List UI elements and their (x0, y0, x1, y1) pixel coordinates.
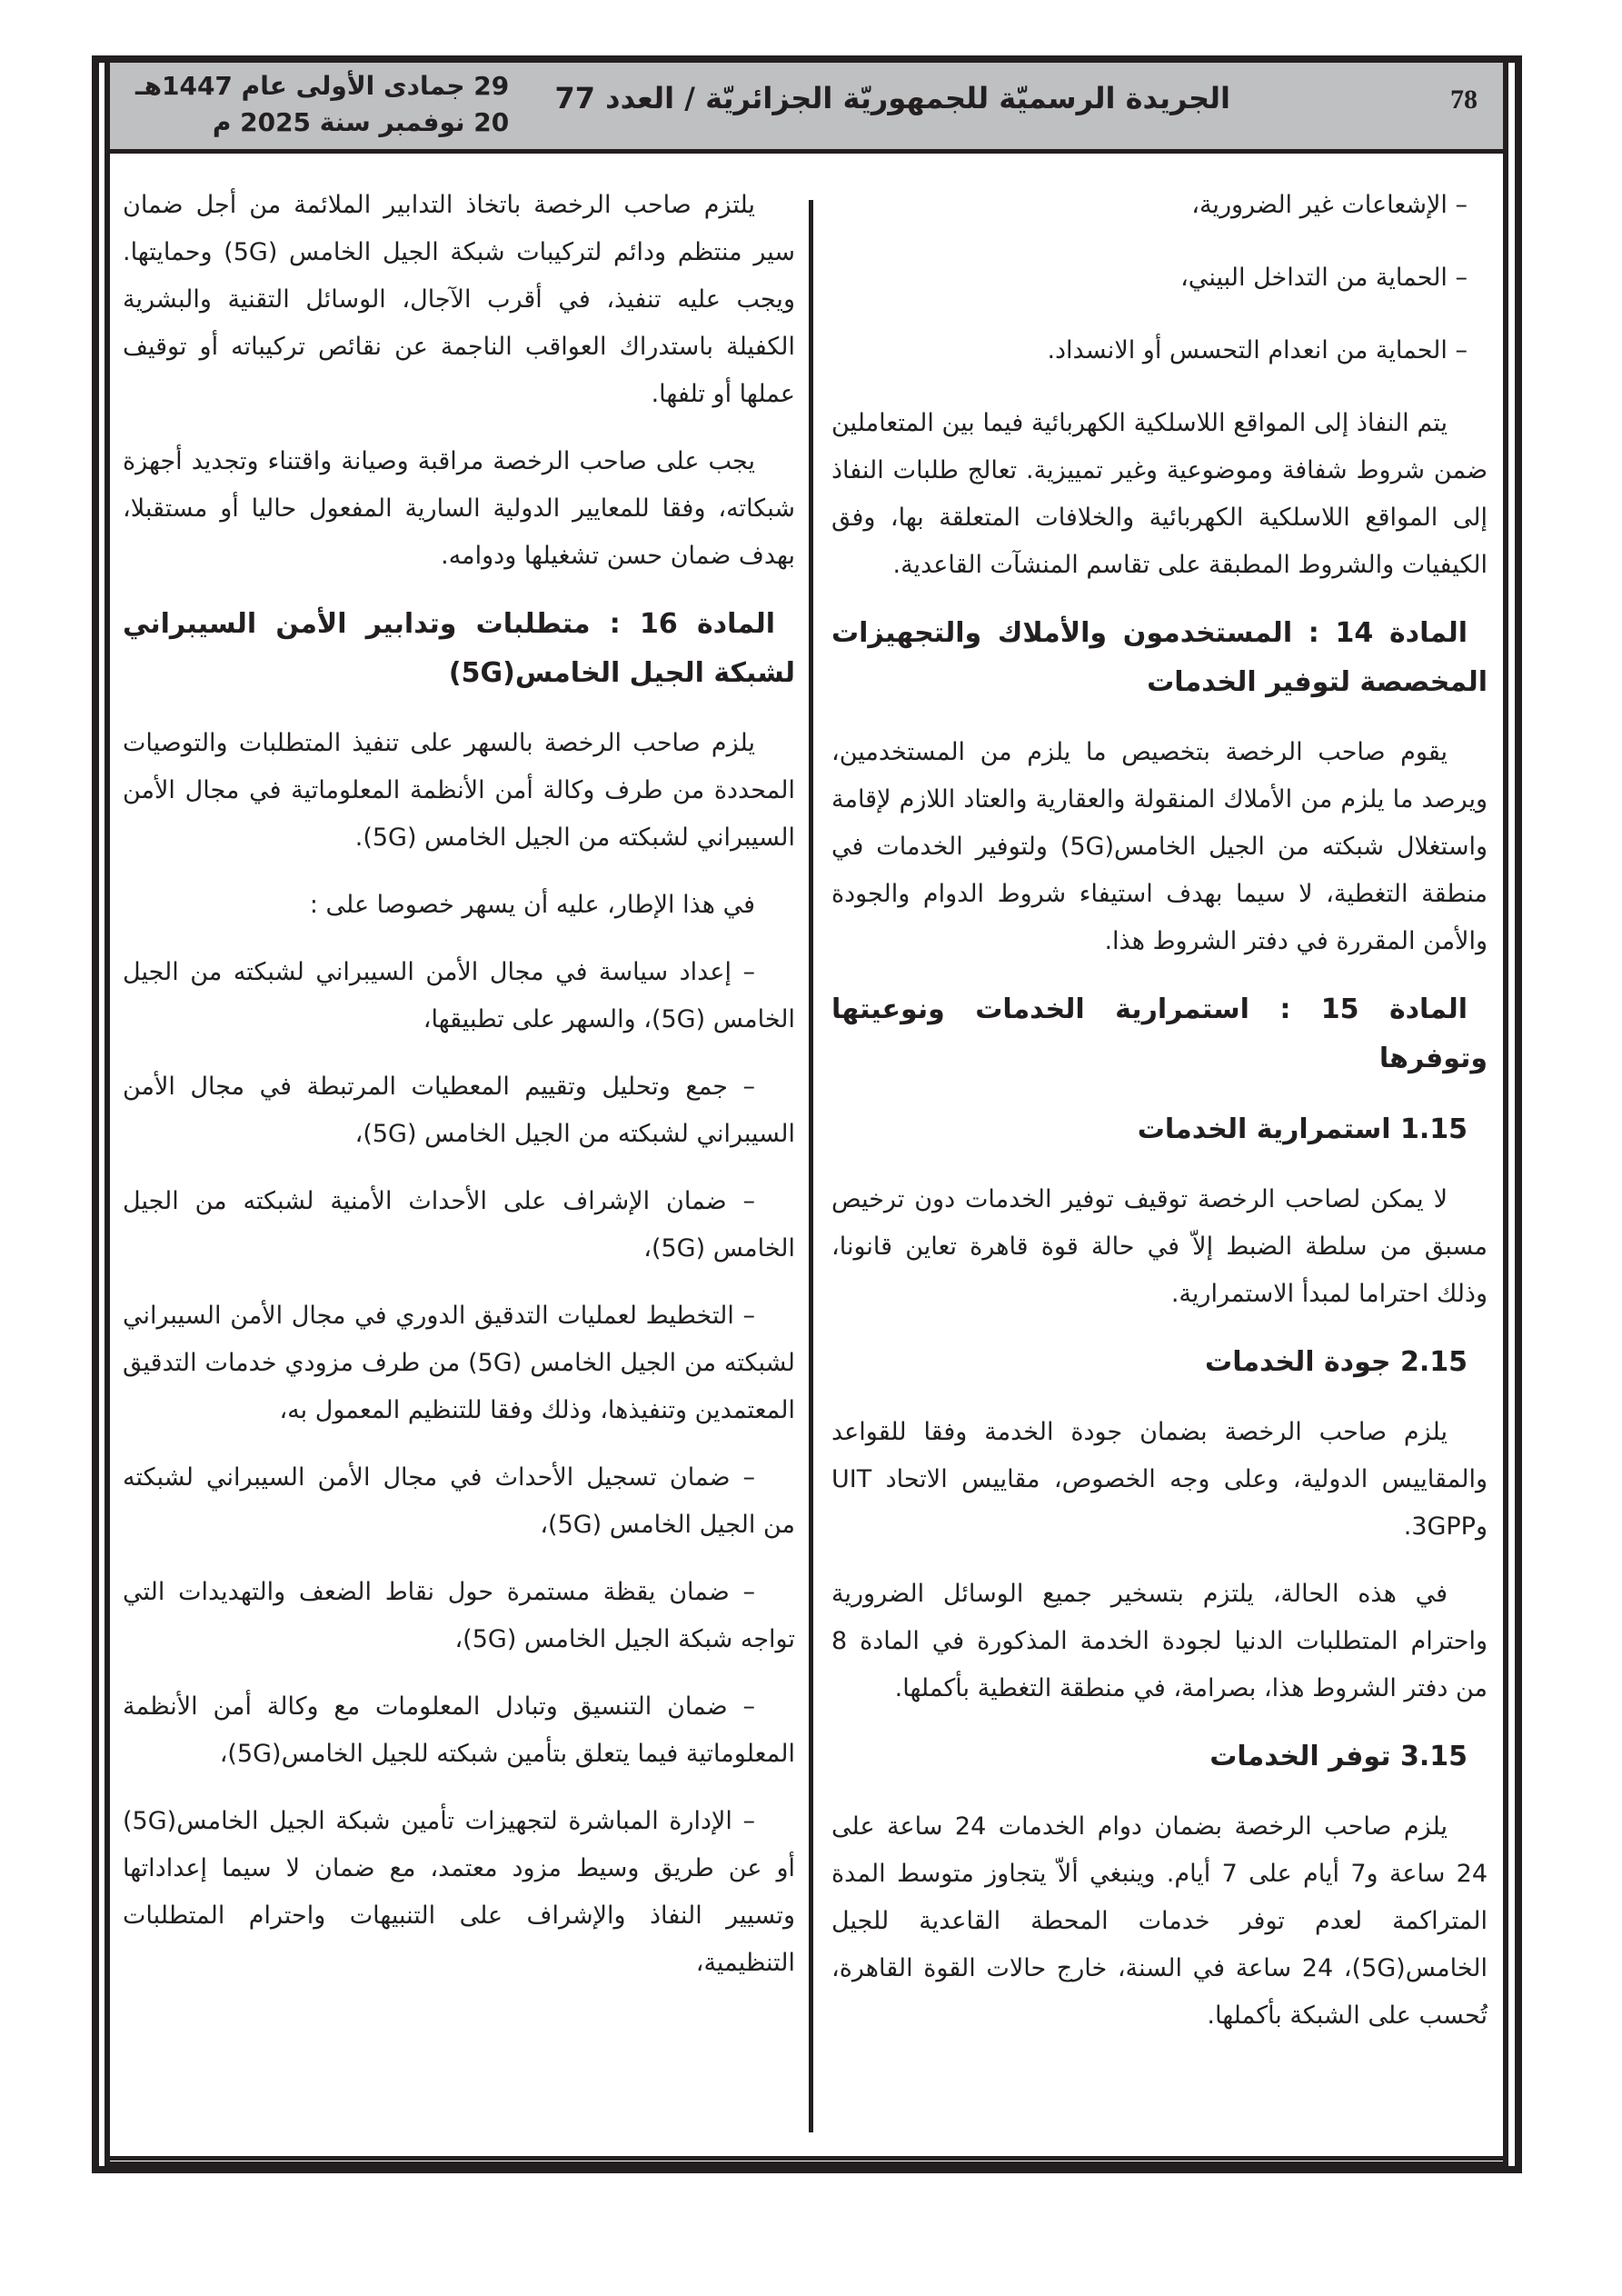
list-item: – ضمان يقظة مستمرة حول نقاط الضعف والتهديدات التي تواجه شبكة الجيل الخامس (5G)، (123, 1578, 795, 1653)
left-column (123, 182, 795, 2007)
section-3-15-heading: 3.15 توفر الخدمات (1209, 1741, 1468, 1772)
page-number: 78 (1450, 85, 1478, 115)
list-item: – الإشعاعات غير الضرورية، (1191, 191, 1468, 219)
date-hijri: 29 جمادى الأولى عام 1447هـ (135, 71, 510, 101)
page-header (104, 63, 1508, 154)
list-item: – ضمان التنسيق وتبادل المعلومات مع وكالة أمن الأنظمة المعلوماتية فيما يتعلق بتأمين شبكته للجيل الخامس(5G)، (123, 1692, 795, 1768)
section-2-15-heading: 2.15 جودة الخدمات (1205, 1346, 1468, 1378)
list-item: – إعداد سياسة في مجال الأمن السيبراني لشبكته من الجيل الخامس (5G)، والسهر على تطبيقها، (123, 958, 795, 1033)
bottom-rule-top (104, 2156, 1508, 2161)
list-item: – الإدارة المباشرة لتجهيزات تأمين شبكة الجيل الخامس(5G) أو عن طريق وسيط مزود معتمد، مع ضمان لا سيما إعداداتها وتسيير النفاذ والإشراف على التنبيهات واحترام المتطلبات التنظيمية، (123, 1807, 795, 1977)
section-3-15-body: يلزم صاحب الرخصة بضمان دوام الخدمات 24 ساعة على 24 ساعة و7 أيام على 7 أيام. وينبغي ألاّ يتجاوز متوسط المدة المتراكمة لعدم توفر خدمات المحطة القاعدية للجيل الخامس(5G)، 24 ساعة في السنة، خارج حالات القوة القاهرة، تُحسب على الشبكة بأكملها. (831, 1812, 1488, 2030)
list-item: – الحماية من انعدام التحسس أو الانسداد. (1047, 336, 1468, 364)
article-16-intro: في هذا الإطار، عليه أن يسهر خصوصا على : (309, 891, 755, 919)
article-16-body: يلزم صاحب الرخصة بالسهر على تنفيذ المتطلبات والتوصيات المحددة من طرف وكالة أمن الأنظمة المعلوماتية في مجال الأمن السيبراني لشبكته من الجيل الخامس (5G). (123, 729, 795, 852)
right-column (831, 182, 1488, 2060)
section-2-15-body-1: يلزم صاحب الرخصة بضمان جودة الخدمة وفقا للقواعد والمقاييس الدولية، وعلى وجه الخصوص، مقاييس الاتحاد UIT و3GPP. (831, 1418, 1488, 1541)
article-14-heading: المادة 14 : المستخدمون والأملاك والتجهيزات المخصصة لتوفير الخدمات (831, 617, 1488, 698)
paragraph-access: يتم النفاذ إلى المواقع اللاسلكية الكهربائية فيما بين المتعاملين ضمن شروط شفافة وموضوعية وغير تمييزية. تعالج طلبات النفاذ إلى المواقع اللاسلكية الكهربائية والخلافات المتعلقة بها، وفق الكيفيات والشروط المطبقة على تقاسم المنشآت القاعدية. (831, 409, 1488, 579)
section-2-15-body-2: في هذه الحالة، يلتزم بتسخير جميع الوسائل الضرورية واحترام المتطلبات الدنيا لجودة الخدمة المذكورة في المادة 8 من دفتر الشروط هذا، بصرامة، في منطقة التغطية بأكملها. (831, 1580, 1488, 1702)
list-item: – ضمان تسجيل الأحداث في مجال الأمن السيبراني لشبكته من الجيل الخامس (5G)، (123, 1463, 795, 1539)
list-item: – الحماية من التداخل البيني، (1180, 264, 1468, 292)
article-15-heading: المادة 15 : استمرارية الخدمات ونوعيتها وتوفرها (831, 993, 1488, 1074)
paragraph-measures: يلتزم صاحب الرخصة باتخاذ التدابير الملائمة من أجل ضمان سير منتظم ودائم لتركيبات شبكة الجيل الخامس (5G) وحمايتها. ويجب عليه تنفيذ، في أقرب الآجال، الوسائل التقنية والبشرية الكفيلة باستدراك العواقب الناجمة عن نقائص تركيباته أو توقيف عملها أو تلفها. (123, 191, 795, 408)
paragraph-maintenance: يجب على صاحب الرخصة مراقبة وصيانة واقتناء وتجديد أجهزة شبكاته، وفقا للمعايير الدولية السارية المفعول حاليا أو مستقبلا، بهدف ضمان حسن تشغيلها ودوامه. (123, 447, 795, 570)
issue-date (135, 68, 509, 141)
column-divider (809, 200, 813, 2132)
list-item: – التخطيط لعمليات التدقيق الدوري في مجال الأمن السيبراني لشبكته من الجيل الخامس (5G) من طرف مزودي خدمات التدقيق المعتمدين وتنفيذها، وذلك وفقا للتنظيم المعمول به، (123, 1302, 795, 1424)
date-gregorian: 20 نوفمبر سنة 2025 م (212, 107, 510, 137)
list-item: – جمع وتحليل وتقييم المعطيات المرتبطة في مجال الأمن السيبراني لشبكته من الجيل الخامس (5G)، (123, 1073, 795, 1148)
article-14-body: يقوم صاحب الرخصة بتخصيص ما يلزم من المستخدمين، ويرصد ما يلزم من الأملاك المنقولة والعقارية والعتاد اللازم لإقامة واستغلال شبكته من الجيل الخامس(5G) ولتوفير الخدمات في منطقة التغطية، لا سيما بهدف استيفاء شروط الدوام والجودة والأمن المقررة في دفتر الشروط هذا. (831, 738, 1488, 955)
section-1-15-body: لا يمكن لصاحب الرخصة توقيف توفير الخدمات دون ترخيص مسبق من سلطة الضبط إلاّ في حالة قوة قاهرة تعاين قانونا، وذلك احتراما لمبدأ الاستمرارية. (831, 1185, 1488, 1308)
section-1-15-heading: 1.15 استمرارية الخدمات (1137, 1113, 1468, 1145)
journal-title: الجريدة الرسميّة للجمهوريّة الجزائريّة / العدد 77 (554, 81, 1230, 115)
list-item: – ضمان الإشراف على الأحداث الأمنية لشبكته من الجيل الخامس (5G)، (123, 1187, 795, 1263)
article-16-heading: المادة 16 : متطلبات وتدابير الأمن السيبراني لشبكة الجيل الخامس(5G) (123, 608, 795, 689)
